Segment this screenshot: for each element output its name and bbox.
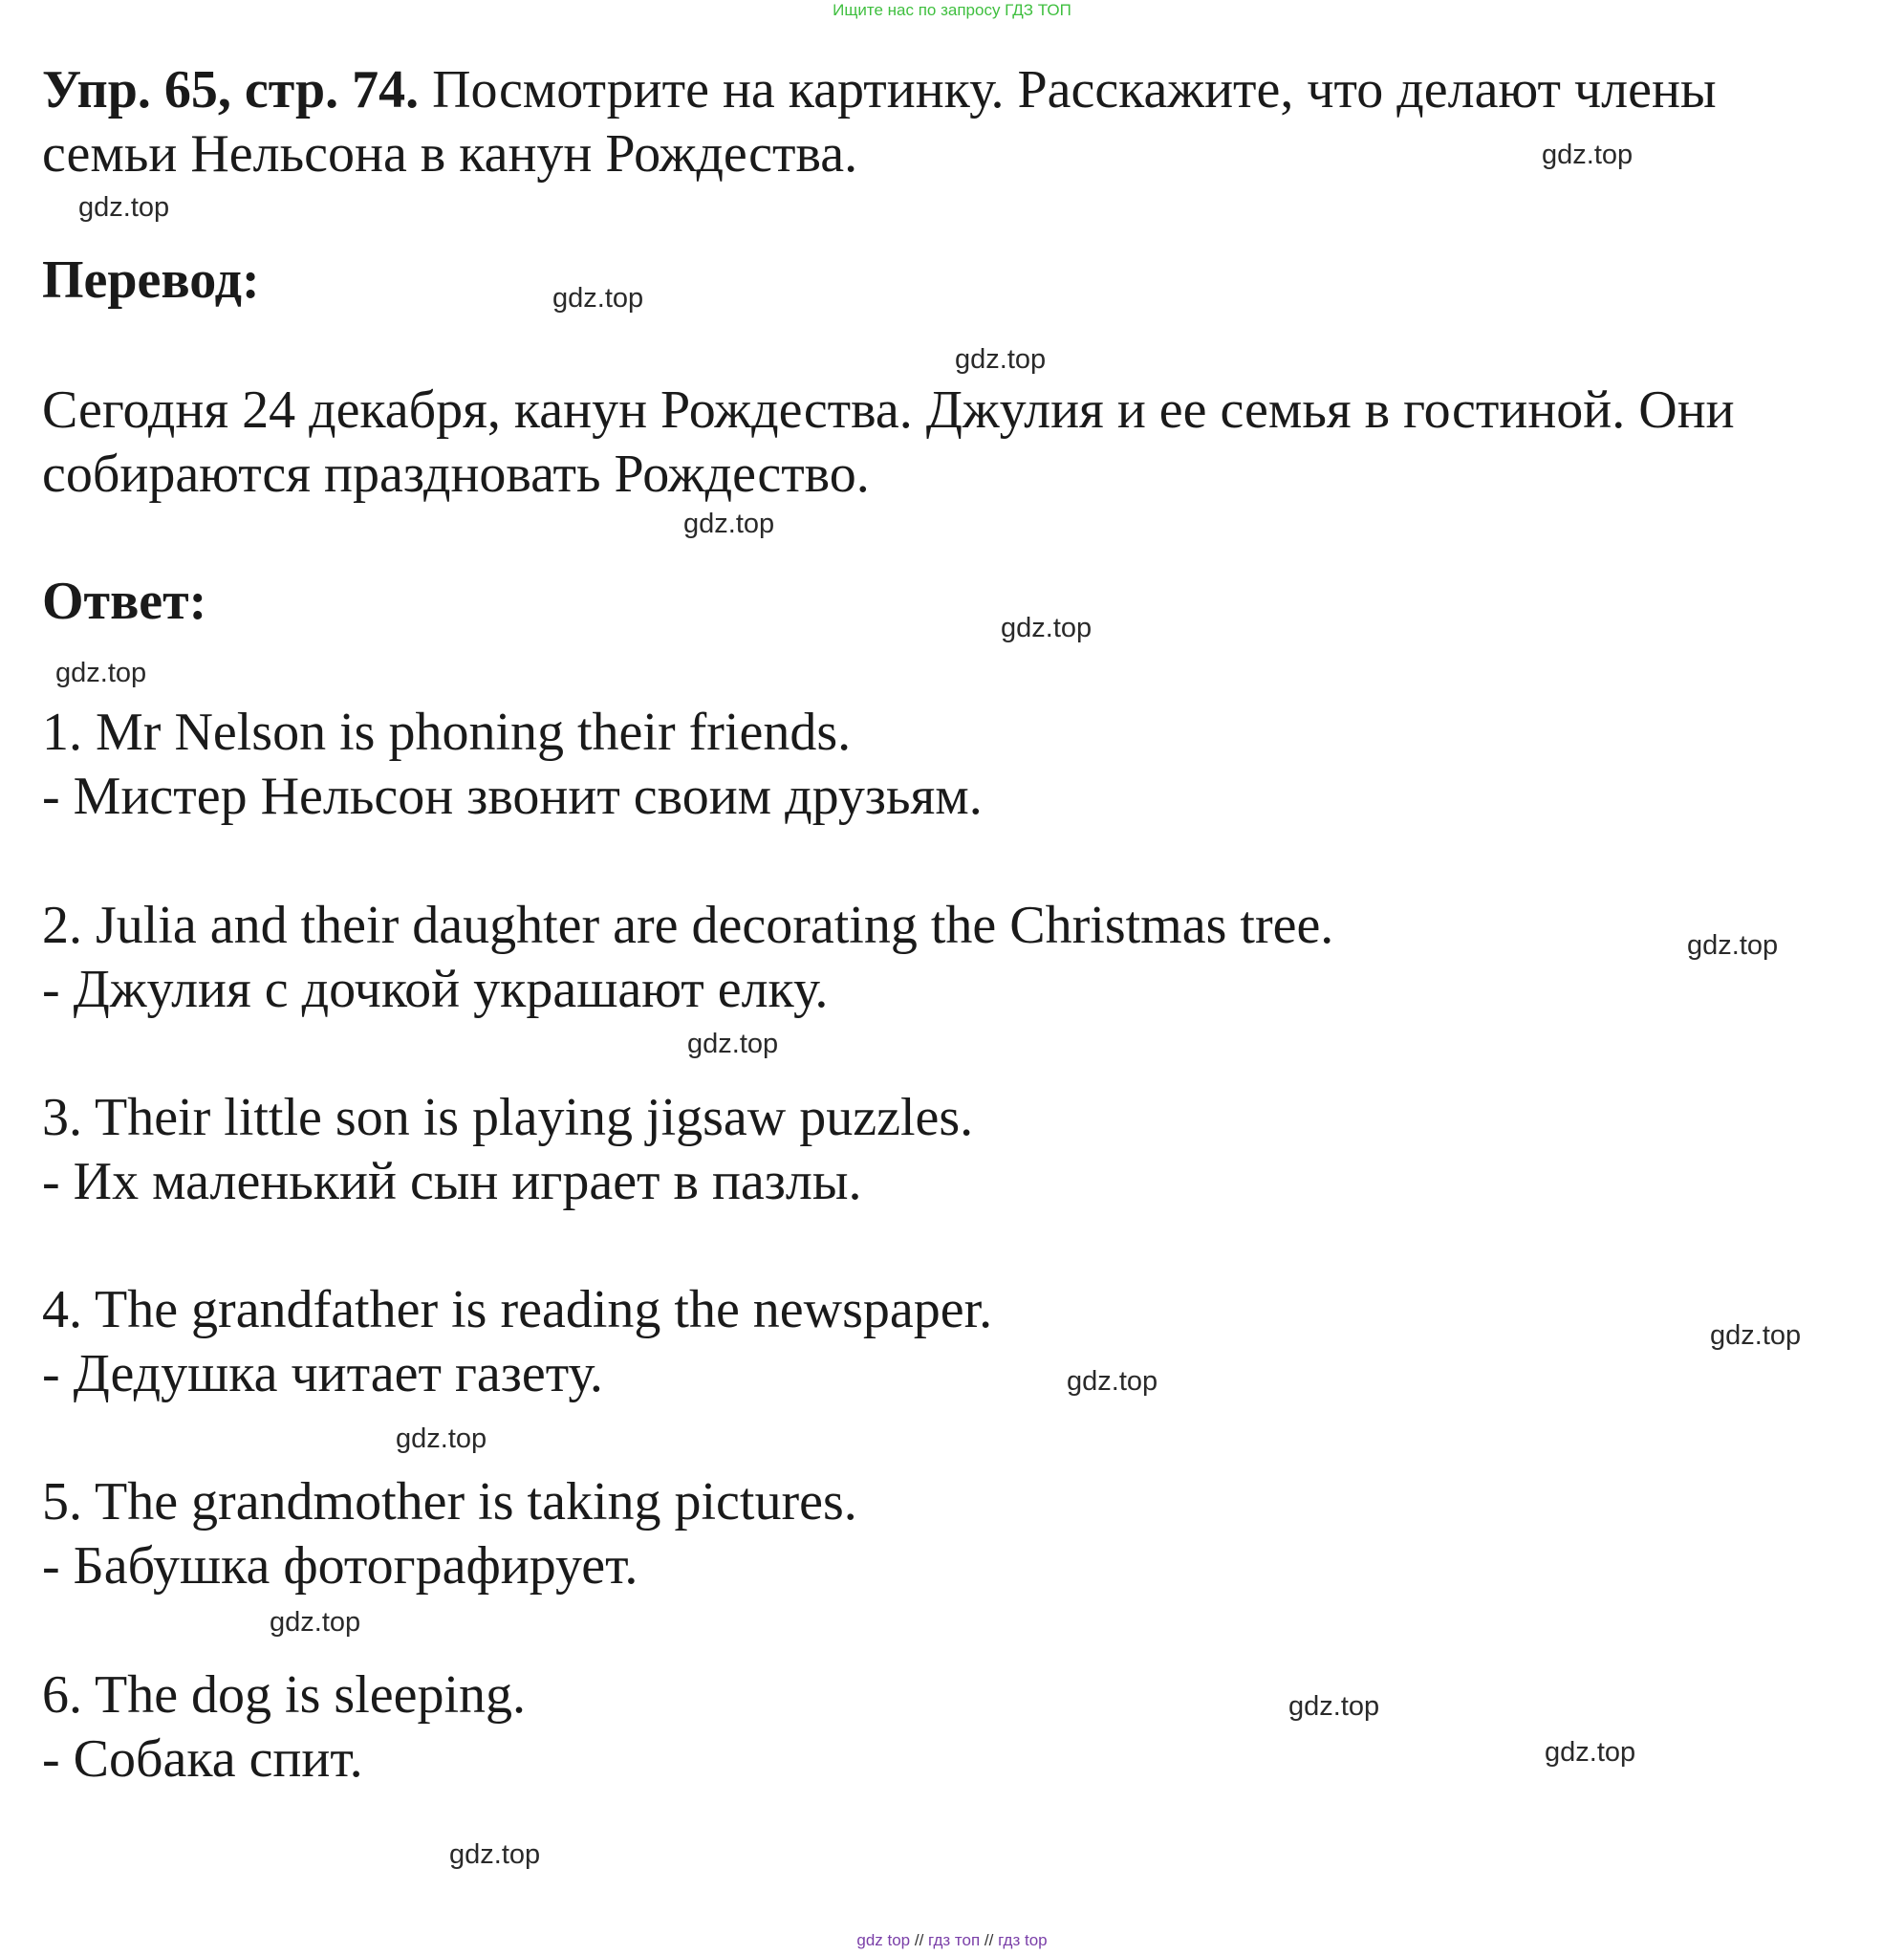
answer-item-5-en: 5. The grandmother is taking pictures. — [42, 1472, 857, 1531]
watermark: gdz.top — [449, 1839, 541, 1870]
watermark: gdz.top — [552, 283, 644, 314]
top-banner[interactable]: Ищите нас по запросу ГДЗ ТОП — [833, 1, 1071, 19]
translation-heading: Перевод: — [42, 250, 260, 310]
footer — [0, 1931, 1904, 1950]
task-text-1: Посмотрите на картинку. Расскажите, что делают члены — [419, 60, 1717, 119]
answer-item-6-ru: - Собака спит. — [42, 1729, 363, 1789]
watermark: gdz.top — [1067, 1366, 1158, 1397]
answer-item-4-en: 4. The grandfather is reading the newspaper. — [42, 1280, 993, 1339]
watermark: gdz.top — [78, 192, 170, 223]
watermark: gdz.top — [1288, 1691, 1380, 1722]
task-line-2: семьи Нельсона в канун Рождества. — [42, 124, 858, 184]
watermark: gdz.top — [1710, 1320, 1802, 1351]
footer-separator: // — [914, 1931, 924, 1949]
answer-item-6-en: 6. The dog is sleeping. — [42, 1665, 527, 1725]
answer-item-3-en: 3. Their little son is playing jigsaw puzzles. — [42, 1088, 974, 1147]
footer-link-2[interactable]: гдз топ — [928, 1931, 981, 1949]
task-number: Упр. 65, стр. 74. — [42, 60, 420, 119]
watermark: gdz.top — [955, 344, 1047, 375]
answer-heading: Ответ: — [42, 572, 207, 631]
watermark: gdz.top — [396, 1423, 487, 1454]
answer-item-2-en: 2. Julia and their daughter are decorating the Christmas tree. — [42, 896, 1334, 955]
watermark: gdz.top — [1687, 930, 1779, 961]
answer-item-2-ru: - Джулия с дочкой украшают елку. — [42, 960, 829, 1019]
watermark: gdz.top — [55, 658, 147, 688]
answer-item-1-ru: - Мистер Нельсон звонит своим друзьям. — [42, 767, 983, 826]
watermark: gdz.top — [683, 509, 775, 539]
footer-link-1[interactable]: gdz top — [856, 1931, 911, 1949]
watermark: gdz.top — [1542, 140, 1634, 170]
watermark: gdz.top — [270, 1607, 361, 1638]
translation-line-2: собираются праздновать Рождество. — [42, 445, 870, 504]
answer-item-5-ru: - Бабушка фотографирует. — [42, 1536, 638, 1596]
answer-item-4-ru: - Дедушка читает газету. — [42, 1344, 603, 1403]
answer-item-1-en: 1. Mr Nelson is phoning their friends. — [42, 703, 852, 762]
answer-item-3-ru: - Их маленький сын играет в пазлы. — [42, 1152, 862, 1211]
footer-separator: // — [984, 1931, 994, 1949]
task-line-1 — [42, 60, 1717, 119]
footer-link-3[interactable]: гдз top — [998, 1931, 1048, 1949]
watermark: gdz.top — [687, 1029, 779, 1059]
watermark: gdz.top — [1001, 613, 1093, 643]
watermark: gdz.top — [1545, 1737, 1636, 1768]
translation-line-1: Сегодня 24 декабря, канун Рождества. Джулия и ее семья в гостиной. Они — [42, 380, 1735, 440]
